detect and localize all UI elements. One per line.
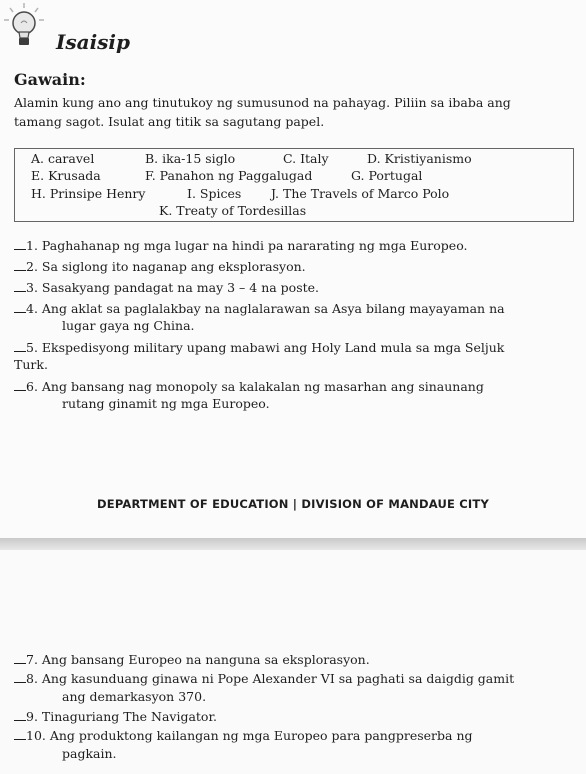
choice-e: E. Krusada xyxy=(31,168,101,183)
choice-a: A. caravel xyxy=(31,151,95,166)
choice-j: J. The Travels of Marco Polo xyxy=(271,186,450,201)
choice-i: I. Spices xyxy=(187,186,242,201)
page-two xyxy=(0,550,586,774)
choice-c: C. Italy xyxy=(283,151,329,166)
instructions-line-1: Alamin kung ano ang tinutukoy ng sumusunod na pahayag. Piliin sa ibaba ang xyxy=(14,95,511,110)
choice-k: K. Treaty of Tordesillas xyxy=(159,203,307,218)
question-4: 4. Ang aklat sa paglalakbay na naglalarawan sa Asya bilang mayayaman na xyxy=(14,300,505,317)
question-5: 5. Ekspedisyong military upang mabawi ang Holy Land mula sa mga Seljuk xyxy=(14,339,504,356)
question-8-continuation: ang demarkasyon 370. xyxy=(62,689,207,704)
choice-b: B. ika-15 siglo xyxy=(145,151,236,166)
question-8: 8. Ang kasunduang ginawa ni Pope Alexander VI sa paghati sa daigdig gamit xyxy=(14,670,514,687)
task-heading: Gawain: xyxy=(14,70,86,89)
answer-blank[interactable] xyxy=(14,301,26,313)
choice-g: G. Portugal xyxy=(351,168,423,183)
question-2: 2. Sa siglong ito naganap ang eksplorasyon. xyxy=(14,258,306,275)
question-10-continuation: pagkain. xyxy=(62,746,117,761)
page-title: Isaisip xyxy=(56,30,131,54)
page-footer: DEPARTMENT OF EDUCATION | DIVISION OF MANDAUE CITY xyxy=(97,497,489,511)
question-9: 9. Tinaguriang The Navigator. xyxy=(14,708,217,725)
answer-blank[interactable] xyxy=(14,238,26,250)
answer-blank[interactable] xyxy=(14,379,26,391)
choice-h: H. Prinsipe Henry xyxy=(31,186,146,201)
question-1: 1. Paghahanap ng mga lugar na hindi pa nararating ng mga Europeo. xyxy=(14,237,468,254)
question-6: 6. Ang bansang nag monopoly sa kalakalan ng masarhan ang sinaunang xyxy=(14,378,484,395)
answer-blank[interactable] xyxy=(14,709,26,721)
question-6-continuation: rutang ginamit ng mga Europeo. xyxy=(62,396,270,411)
answer-blank[interactable] xyxy=(14,671,26,683)
lightbulb-icon xyxy=(2,2,46,50)
choice-f: F. Panahon ng Paggalugad xyxy=(145,168,313,183)
question-4-continuation: lugar gaya ng China. xyxy=(62,318,195,333)
answer-blank[interactable] xyxy=(14,280,26,292)
page-separator xyxy=(0,538,586,550)
answer-blank[interactable] xyxy=(14,259,26,271)
instructions xyxy=(14,93,586,131)
answer-blank[interactable] xyxy=(14,652,26,664)
choices-box xyxy=(14,148,574,222)
question-7: 7. Ang bansang Europeo na nanguna sa eksplorasyon. xyxy=(14,651,370,668)
choice-d: D. Kristiyanismo xyxy=(367,151,472,166)
question-10: 10. Ang produktong kailangan ng mga Europeo para pangpreserba ng xyxy=(14,727,473,744)
instructions-line-2: tamang sagot. Isulat ang titik sa sagutang papel. xyxy=(14,114,325,129)
question-3: 3. Sasakyang pandagat na may 3 – 4 na poste. xyxy=(14,279,319,296)
question-5-continuation: Turk. xyxy=(14,357,48,372)
answer-blank[interactable] xyxy=(14,728,26,740)
answer-blank[interactable] xyxy=(14,340,26,352)
